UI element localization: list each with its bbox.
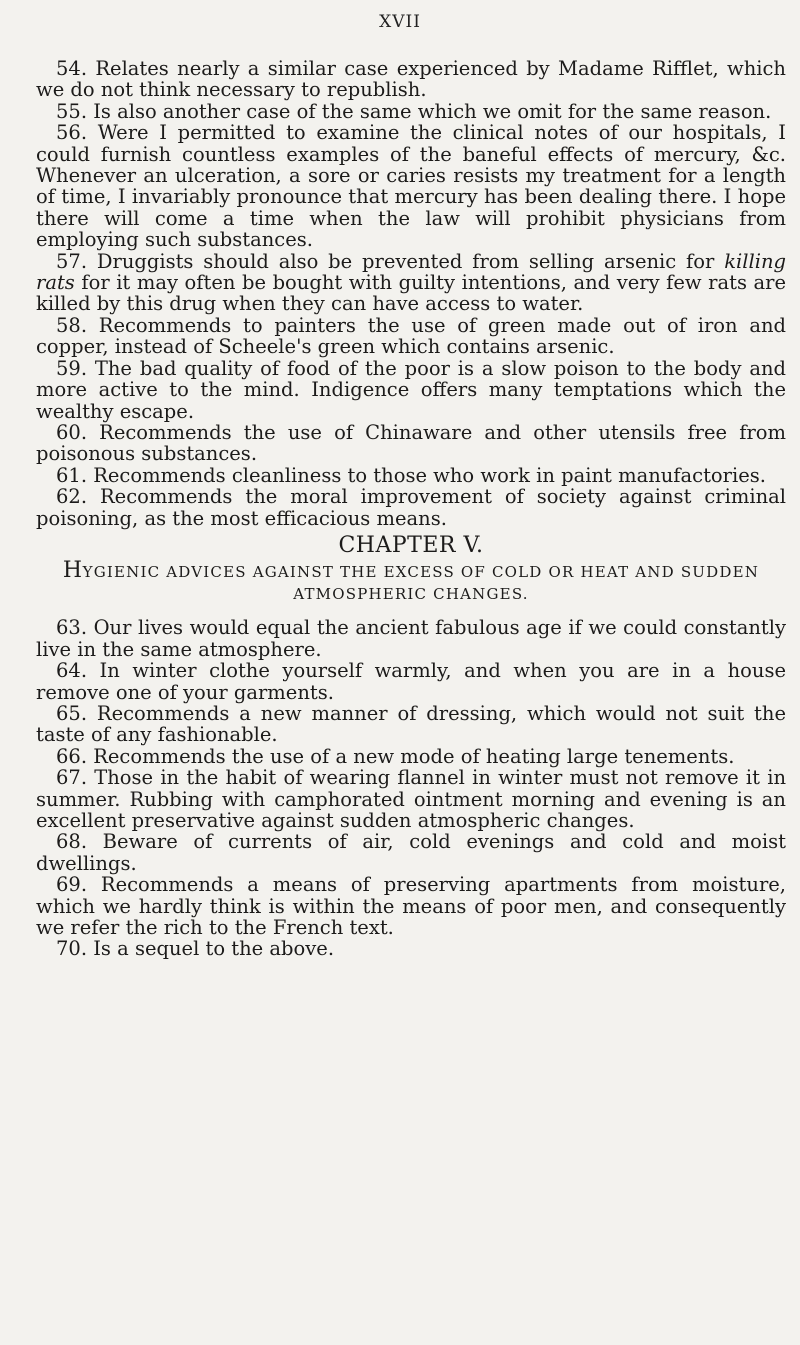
paragraph-63: 63. Our lives would equal the ancient fabulous age if we could constantly live in the same atmosphere. <box>36 616 786 661</box>
paragraph-57 <box>36 251 786 315</box>
paragraph-54: 54. Relates nearly a similar case experienced by Madame Rifflet, which we do not think necessary to republish. <box>36 57 786 102</box>
paragraph-59: 59. The bad quality of food of the poor is a slow poison to the body and more active to the mind. Indigence offers many temptations which the wealthy escape. <box>36 356 786 423</box>
paragraph-57-italic: killing rats <box>36 249 786 295</box>
paragraph-61: 61. Recommends cleanliness to those who work in paint manufactories. <box>56 463 766 487</box>
page-number: XVII <box>379 12 421 32</box>
page-text <box>36 58 786 960</box>
paragraph-70: 70. Is a sequel to the above. <box>56 937 335 961</box>
paragraph-69: 69. Recommends a means of preserving apartments from moisture, which we hardly think is within the means of poor men, and consequently we refer the rich to the French text. <box>36 873 786 940</box>
paragraph-57-start: 57. Druggists should also be prevented from selling arsenic for <box>56 249 725 273</box>
paragraph-64: 64. In winter clothe yourself warmly, and when you are in a house remove one of your garments. <box>36 659 786 704</box>
paragraph-56: 56. Were I permitted to examine the clinical notes of our hospitals, I could furnish countless examples of the baneful effects of mercury, &c. Whenever an ulceration, a sore or caries resists my treatment for a length of time, I invariably pronounce that mercury has been dealing there. I hope there will come a time when the law will prohibit physicians from employing such substances. <box>36 121 786 252</box>
paragraph-65: 65. Recommends a new manner of dressing, which would not suit the taste of any fashionable. <box>36 701 786 747</box>
chapter-subtitle-initial: H <box>62 558 83 584</box>
paragraph-57-end: for it may often be bought with guilty intentions, and very few rats are killed by this drug when they can have access to water. <box>36 271 786 316</box>
paragraph-60: 60. Recommends the use of Chinaware and other utensils free from poisonous substances. <box>36 420 786 466</box>
chapter-heading: CHAPTER V. <box>338 532 484 558</box>
paragraph-68: 68. Beware of currents of air, cold evenings and cold and moist dwellings. <box>36 830 786 875</box>
paragraph-67: 67. Those in the habit of wearing flannel in winter must not remove it in summer. Rubbing with camphorated ointment morning and evening is an excellent preservative against sudden atmospheric changes. <box>36 766 786 832</box>
paragraph-58: 58. Recommends to painters the use of green made out of iron and copper, instead of Scheele's green which contains arsenic. <box>36 313 786 359</box>
paragraph-66: 66. Recommends the use of a new mode of heating large tenements. <box>56 744 735 768</box>
paragraph-55: 55. Is also another case of the same which we omit for the same reason. <box>56 99 772 123</box>
chapter-subtitle <box>36 560 786 605</box>
chapter-subtitle-rest: YGIENIC ADVICES AGAINST THE EXCESS OF COLD OR HEAT AND SUDDEN ATMOSPHERIC CHANGES. <box>82 563 760 604</box>
paragraph-62: 62. Recommends the moral improvement of society against criminal poisoning, as the most efficacious means. <box>36 485 786 530</box>
